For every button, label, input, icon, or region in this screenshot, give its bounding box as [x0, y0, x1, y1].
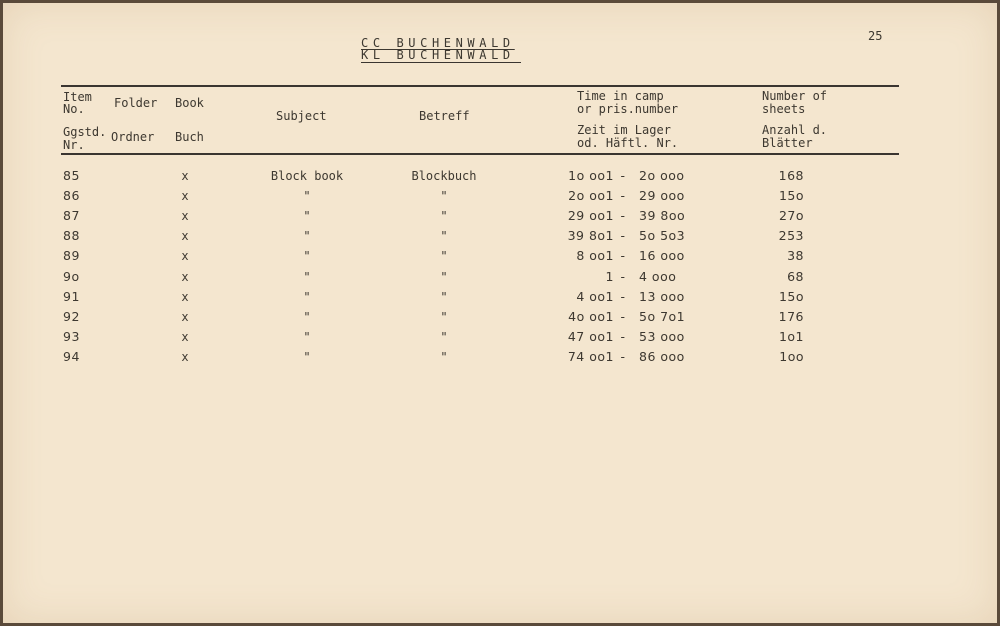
cell-range-from: 47 oo1 [567, 328, 614, 344]
cell-item: 89 [63, 248, 80, 264]
cell-range-from: 1 [605, 268, 614, 284]
cell-book: x [181, 249, 189, 264]
cell-subject: " [303, 309, 311, 324]
header-folder-de: Ordner [111, 130, 155, 144]
cell-subject: " [303, 289, 311, 304]
cell-subject: " [303, 189, 311, 204]
cell-sheets: 38 [787, 248, 804, 264]
cell-range-to: 16 ooo [639, 248, 685, 264]
document-page [3, 3, 997, 623]
cell-range-dash: - [620, 168, 626, 183]
header-subject: Subject [276, 109, 327, 123]
header-number-en-1: Number of [762, 89, 828, 103]
cell-range-dash: - [620, 268, 626, 284]
cell-range-to: 5o 5o3 [639, 228, 686, 244]
cell-item: 92 [63, 308, 80, 324]
cell-sheets: 27o [778, 208, 804, 224]
header-item-de-1: Ggstd. [63, 125, 107, 139]
page-number: 25 [868, 29, 883, 43]
cell-item: 9o [63, 268, 80, 284]
cell-book: x [181, 229, 189, 244]
cell-sheets: 176 [778, 308, 804, 324]
header-book-en: Book [175, 96, 204, 110]
cell-book: x [181, 189, 189, 204]
cell-sheets: 253 [778, 228, 804, 244]
cell-betreff: " [440, 229, 448, 244]
cell-betreff: " [440, 309, 448, 324]
cell-range-from: 2o oo1 [568, 188, 614, 204]
header-folder-en: Folder [114, 96, 158, 110]
cell-book: x [181, 349, 189, 364]
cell-item: 91 [63, 288, 80, 304]
cell-betreff: " [440, 349, 448, 364]
cell-range-from: 1o oo1 [568, 168, 614, 183]
cell-subject: " [303, 269, 311, 284]
cell-subject: " [303, 349, 311, 364]
header-number-de-1: Anzahl d. [762, 123, 828, 137]
cell-book: x [181, 309, 189, 324]
cell-subject: Block book [270, 169, 344, 183]
header-time-de-2: od. Häftl. Nr. [577, 136, 679, 150]
cell-sheets: 15o [778, 188, 804, 204]
header-item-en-2: No. [63, 102, 85, 116]
header-bottom-rule [61, 153, 899, 155]
cell-range-dash: - [620, 188, 626, 204]
cell-item: 85 [63, 168, 80, 183]
header-item-de-2: Nr. [63, 138, 85, 152]
cell-range-to: 5o 7o1 [639, 308, 686, 324]
cell-betreff: " [440, 189, 448, 204]
cell-item: 93 [63, 328, 80, 344]
cell-range-to: 2o ooo [639, 168, 685, 183]
cell-range-dash: - [620, 348, 626, 364]
cell-subject: " [303, 249, 311, 264]
cell-range-to: 13 ooo [639, 288, 685, 304]
cell-item: 88 [63, 228, 80, 244]
cell-betreff: " [440, 209, 448, 224]
cell-range-dash: - [620, 248, 626, 264]
cell-subject: " [303, 229, 311, 244]
cell-range-from: 74 oo1 [567, 348, 614, 364]
header-number-en-2: sheets [762, 102, 806, 116]
cell-range-to: 53 ooo [639, 328, 685, 344]
cell-book: x [181, 329, 189, 344]
cell-range-dash: - [620, 328, 626, 344]
cell-range-to: 29 ooo [639, 188, 685, 204]
title-underline [361, 62, 521, 63]
cell-range-to: 86 ooo [639, 348, 685, 364]
header-top-rule [61, 85, 899, 87]
header-time-en-2: or pris.number [577, 102, 679, 116]
cell-range-from: 29 oo1 [567, 208, 614, 224]
cell-betreff: Blockbuch [411, 169, 477, 183]
title-english: CC BUCHENWALD [361, 36, 515, 50]
cell-sheets: 15o [778, 288, 804, 304]
cell-betreff: " [440, 249, 448, 264]
cell-item: 87 [63, 208, 80, 224]
cell-book: x [181, 269, 189, 284]
cell-subject: " [303, 209, 311, 224]
cell-item: 94 [63, 348, 80, 364]
header-number-de-2: Blätter [762, 136, 813, 150]
cell-subject: " [303, 329, 311, 344]
cell-book: x [181, 209, 189, 224]
title-german: KL BUCHENWALD [361, 48, 515, 62]
cell-range-dash: - [620, 308, 626, 324]
header-time-en-1: Time in camp [577, 89, 664, 103]
cell-sheets: 68 [787, 268, 804, 284]
cell-range-dash: - [620, 228, 626, 244]
header-item-en-1: Item [63, 90, 92, 104]
cell-book: x [181, 289, 189, 304]
cell-range-to: 39 8oo [639, 208, 686, 224]
cell-range-from: 4o oo1 [568, 308, 614, 324]
header-book-de: Buch [175, 130, 204, 144]
cell-betreff: " [440, 269, 448, 284]
cell-range-from: 39 8o1 [567, 228, 614, 244]
cell-book: x [181, 169, 189, 183]
cell-sheets: 1o1 [778, 328, 804, 344]
header-betreff: Betreff [419, 109, 470, 123]
cell-item: 86 [63, 188, 80, 204]
header-time-de-1: Zeit im Lager [577, 123, 671, 137]
cell-betreff: " [440, 329, 448, 344]
cell-sheets: 1oo [779, 348, 804, 364]
cell-range-from: 4 oo1 [576, 288, 614, 304]
cell-betreff: " [440, 289, 448, 304]
cell-range-from: 8 oo1 [576, 248, 614, 264]
cell-sheets: 168 [778, 168, 804, 183]
cell-range-dash: - [620, 208, 626, 224]
cell-range-dash: - [620, 288, 626, 304]
cell-range-to: 4 ooo [639, 268, 677, 284]
